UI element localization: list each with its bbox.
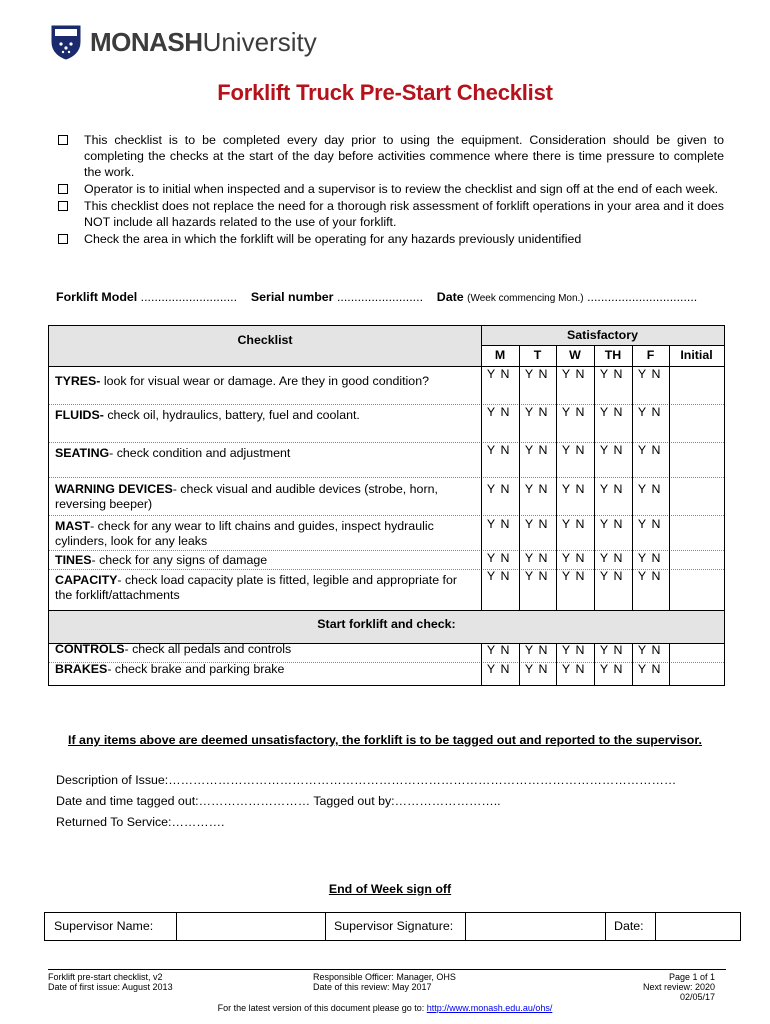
no-option[interactable]: N bbox=[500, 367, 510, 381]
yes-option[interactable]: Y bbox=[524, 405, 534, 419]
yes-option[interactable]: Y bbox=[524, 662, 534, 676]
yn-cell-capacity-mon bbox=[484, 569, 512, 583]
no-option[interactable]: N bbox=[538, 662, 548, 676]
yes-option[interactable]: Y bbox=[486, 643, 496, 657]
no-option[interactable]: N bbox=[575, 662, 585, 676]
yes-option[interactable]: Y bbox=[561, 551, 571, 565]
footer-rule bbox=[48, 969, 726, 970]
yes-option[interactable]: Y bbox=[599, 367, 609, 381]
yn-cell-controls-tue bbox=[522, 643, 550, 657]
no-option[interactable]: N bbox=[538, 367, 548, 381]
no-option[interactable]: N bbox=[575, 551, 585, 565]
yn-cell-warning-devices-thu bbox=[597, 482, 625, 496]
intro-item: This checklist does not replace the need for a thorough risk assessment of forklift operations in your area and it does NOT include all hazards related to the use of your forklift. bbox=[56, 198, 724, 230]
footer-right: Page 1 of 1 Next review: 2020 02/05/17 bbox=[642, 972, 715, 1002]
yes-option[interactable]: Y bbox=[561, 662, 571, 676]
monash-crest-icon bbox=[50, 24, 82, 60]
table-rule bbox=[519, 643, 520, 685]
yes-option[interactable]: Y bbox=[486, 405, 496, 419]
yes-option[interactable]: Y bbox=[486, 551, 496, 565]
yn-cell-mast-mon bbox=[484, 517, 512, 531]
signoff-table bbox=[44, 912, 741, 941]
latest-version-note: For the latest version of this document please go to: http://www.monash.edu.au/ohs/ bbox=[217, 1003, 553, 1013]
day-header-wed: W bbox=[569, 348, 581, 362]
logo-bold-text: MONASH bbox=[90, 27, 203, 57]
yn-cell-controls-wed bbox=[559, 643, 587, 657]
date-label: Date: bbox=[614, 919, 644, 933]
yn-cell-controls-fri bbox=[635, 643, 663, 657]
no-option[interactable]: N bbox=[651, 443, 661, 457]
yes-option[interactable]: Y bbox=[561, 443, 571, 457]
no-option[interactable]: N bbox=[613, 569, 623, 583]
yn-cell-seating-wed bbox=[559, 443, 587, 457]
no-option[interactable]: N bbox=[613, 643, 623, 657]
yn-cell-warning-devices-wed bbox=[559, 482, 587, 496]
end-of-week-title: End of Week sign off bbox=[328, 882, 452, 896]
serial-label: Serial number bbox=[250, 290, 334, 304]
table-rule bbox=[556, 345, 557, 610]
yn-cell-warning-devices-fri bbox=[635, 482, 663, 496]
yn-cell-brakes-tue bbox=[522, 662, 550, 676]
yes-option[interactable]: Y bbox=[561, 517, 571, 531]
yn-cell-tines-thu bbox=[597, 551, 625, 565]
date-label: Date bbox=[436, 290, 464, 304]
yes-option[interactable]: Y bbox=[524, 643, 534, 657]
checklist-header: Checklist bbox=[237, 333, 293, 347]
yn-cell-controls-mon bbox=[484, 643, 512, 657]
no-option[interactable]: N bbox=[651, 569, 661, 583]
day-header-fri: F bbox=[646, 348, 655, 362]
supervisor-signature-field[interactable] bbox=[465, 913, 605, 940]
no-option[interactable]: N bbox=[538, 643, 548, 657]
yn-cell-warning-devices-tue bbox=[522, 482, 550, 496]
yes-option[interactable]: Y bbox=[599, 551, 609, 565]
intro-item: Operator is to initial when inspected and a supervisor is to review the checklist and sign off at the end of each week. bbox=[56, 181, 724, 197]
no-option[interactable]: N bbox=[651, 482, 661, 496]
yes-option[interactable]: Y bbox=[524, 569, 534, 583]
date-hint: (Week commencing Mon.) bbox=[467, 293, 584, 304]
check-item-mast: MAST- check for any wear to lift chains and guides, inspect hydraulic cylinders, look for any leaks bbox=[55, 519, 434, 548]
day-header-tue: T bbox=[533, 348, 542, 362]
checkbox-icon bbox=[58, 135, 68, 145]
page-title: Forklift Truck Pre-Start Checklist bbox=[217, 80, 553, 105]
no-option[interactable]: N bbox=[500, 643, 510, 657]
yn-cell-tines-fri bbox=[635, 551, 663, 565]
check-item-fluids: FLUIDS- check oil, hydraulics, battery, fuel and coolant. bbox=[55, 408, 360, 422]
intro-item: This checklist is to be completed every day prior to using the equipment. Consideration should be given to completing the checks at the start of the day before activities commence where there is time pressure to complete the work. bbox=[56, 132, 724, 180]
yes-option[interactable]: Y bbox=[561, 569, 571, 583]
no-option[interactable]: N bbox=[500, 482, 510, 496]
check-item-warning-devices: WARNING DEVICES- check visual and audible devices (strobe, horn, reversing beeper) bbox=[55, 482, 438, 511]
yes-option[interactable]: Y bbox=[599, 405, 609, 419]
returned-field[interactable]: Returned To Service:…………. bbox=[56, 815, 225, 829]
yes-option[interactable]: Y bbox=[524, 482, 534, 496]
yn-cell-fluids-thu bbox=[597, 405, 625, 419]
unsatisfactory-warning: If any items above are deemed unsatisfactory, the forklift is to be tagged out and reported to the supervisor. bbox=[68, 733, 702, 747]
yes-option[interactable]: Y bbox=[486, 517, 496, 531]
yn-cell-capacity-fri bbox=[635, 569, 663, 583]
check-item-brakes: BRAKES- check brake and parking brake bbox=[55, 662, 285, 676]
no-option[interactable]: N bbox=[538, 482, 548, 496]
ohs-link[interactable]: http://www.monash.edu.au/ohs/ bbox=[426, 1003, 553, 1013]
table-rule bbox=[669, 643, 670, 685]
serial-field[interactable]: ......................... bbox=[333, 290, 424, 304]
no-option[interactable]: N bbox=[575, 643, 585, 657]
yn-cell-tyres-wed bbox=[559, 367, 587, 381]
yn-cell-tines-wed bbox=[559, 551, 587, 565]
yn-cell-tines-mon bbox=[484, 551, 512, 565]
no-option[interactable]: N bbox=[651, 405, 661, 419]
no-option[interactable]: N bbox=[500, 551, 510, 565]
monash-logo bbox=[50, 24, 350, 64]
yes-option[interactable]: Y bbox=[486, 367, 496, 381]
yes-option[interactable]: Y bbox=[599, 569, 609, 583]
no-option[interactable]: N bbox=[651, 517, 661, 531]
yn-cell-mast-thu bbox=[597, 517, 625, 531]
table-rule bbox=[49, 610, 724, 611]
intro-list bbox=[56, 132, 724, 248]
yes-option[interactable]: Y bbox=[524, 551, 534, 565]
satisfactory-header: Satisfactory bbox=[567, 328, 638, 342]
no-option[interactable]: N bbox=[575, 569, 585, 583]
yes-option[interactable]: Y bbox=[524, 443, 534, 457]
yn-cell-mast-fri bbox=[635, 517, 663, 531]
yes-option[interactable]: Y bbox=[561, 643, 571, 657]
intro-item: Check the area in which the forklift will be operating for any hazards previously unidentified bbox=[56, 231, 724, 247]
no-option[interactable]: N bbox=[500, 443, 510, 457]
yn-cell-tines-tue bbox=[522, 551, 550, 565]
table-rule bbox=[49, 477, 724, 478]
yn-cell-warning-devices-mon bbox=[484, 482, 512, 496]
footer-left: Forklift pre-start checklist, v2 Date of first issue: August 2013 bbox=[48, 972, 173, 992]
no-option[interactable]: N bbox=[651, 551, 661, 565]
yes-option[interactable]: Y bbox=[561, 367, 571, 381]
check-item-tines: TINES- check for any signs of damage bbox=[55, 553, 268, 567]
no-option[interactable]: N bbox=[500, 662, 510, 676]
yes-option[interactable]: Y bbox=[637, 569, 647, 583]
yes-option[interactable]: Y bbox=[524, 367, 534, 381]
no-option[interactable]: N bbox=[613, 551, 623, 565]
yes-option[interactable]: Y bbox=[637, 443, 647, 457]
no-option[interactable]: N bbox=[651, 662, 661, 676]
yn-cell-tyres-mon bbox=[484, 367, 512, 381]
yes-option[interactable]: Y bbox=[637, 517, 647, 531]
yn-cell-brakes-mon bbox=[484, 662, 512, 676]
yes-option[interactable]: Y bbox=[637, 662, 647, 676]
check-item-capacity: CAPACITY- check load capacity plate is fitted, legible and appropriate for the forklift/attachments bbox=[55, 573, 457, 602]
no-option[interactable]: N bbox=[575, 517, 585, 531]
no-option[interactable]: N bbox=[613, 405, 623, 419]
no-option[interactable]: N bbox=[613, 482, 623, 496]
yes-option[interactable]: Y bbox=[561, 405, 571, 419]
yn-cell-brakes-fri bbox=[635, 662, 663, 676]
yes-option[interactable]: Y bbox=[637, 551, 647, 565]
no-option[interactable]: N bbox=[575, 482, 585, 496]
yn-cell-seating-tue bbox=[522, 443, 550, 457]
yes-option[interactable]: Y bbox=[637, 367, 647, 381]
yn-cell-fluids-tue bbox=[522, 405, 550, 419]
no-option[interactable]: N bbox=[651, 367, 661, 381]
no-option[interactable]: N bbox=[575, 367, 585, 381]
checkbox-icon bbox=[58, 234, 68, 244]
checklist-table bbox=[48, 325, 725, 686]
no-option[interactable]: N bbox=[651, 643, 661, 657]
yes-option[interactable]: Y bbox=[637, 643, 647, 657]
yn-cell-fluids-wed bbox=[559, 405, 587, 419]
model-label: Forklift Model bbox=[56, 290, 138, 304]
checkbox-icon bbox=[58, 184, 68, 194]
table-rule bbox=[669, 345, 670, 610]
tagged-out-field[interactable]: Date and time tagged out:……………………… Tagged out by:…………………….. bbox=[56, 794, 501, 808]
table-rule bbox=[519, 345, 520, 610]
yn-cell-seating-mon bbox=[484, 443, 512, 457]
no-option[interactable]: N bbox=[538, 405, 548, 419]
no-option[interactable]: N bbox=[613, 662, 623, 676]
table-rule bbox=[632, 643, 633, 685]
supervisor-name-field[interactable] bbox=[176, 913, 325, 940]
table-rule bbox=[594, 643, 595, 685]
check-item-tyres: TYRES- look for visual wear or damage. Are they in good condition? bbox=[55, 374, 429, 388]
day-header-mon: M bbox=[494, 348, 506, 362]
yes-option[interactable]: Y bbox=[486, 443, 496, 457]
no-option[interactable]: N bbox=[538, 551, 548, 565]
no-option[interactable]: N bbox=[538, 517, 548, 531]
yn-cell-capacity-tue bbox=[522, 569, 550, 583]
yes-option[interactable]: Y bbox=[599, 517, 609, 531]
yn-cell-brakes-thu bbox=[597, 662, 625, 676]
yn-cell-tyres-fri bbox=[635, 367, 663, 381]
no-option[interactable]: N bbox=[575, 443, 585, 457]
supervisor-name-label: Supervisor Name: bbox=[54, 919, 154, 933]
table-rule bbox=[481, 643, 482, 685]
no-option[interactable]: N bbox=[613, 367, 623, 381]
yes-option[interactable]: Y bbox=[486, 482, 496, 496]
check-item-controls: CONTROLS- check all pedals and controls bbox=[55, 642, 292, 656]
yes-option[interactable]: Y bbox=[524, 517, 534, 531]
yn-cell-seating-fri bbox=[635, 443, 663, 457]
no-option[interactable]: N bbox=[500, 517, 510, 531]
no-option[interactable]: N bbox=[575, 405, 585, 419]
yes-option[interactable]: Y bbox=[599, 643, 609, 657]
yes-option[interactable]: Y bbox=[599, 443, 609, 457]
check-item-seating: SEATING- check condition and adjustment bbox=[55, 446, 291, 460]
yn-cell-tyres-tue bbox=[522, 367, 550, 381]
yes-option[interactable]: Y bbox=[637, 482, 647, 496]
supervisor-signature-label: Supervisor Signature: bbox=[334, 919, 454, 933]
yes-option[interactable]: Y bbox=[599, 662, 609, 676]
table-rule bbox=[632, 345, 633, 610]
model-field[interactable]: ............................ bbox=[137, 290, 238, 304]
table-rule bbox=[594, 345, 595, 610]
yn-cell-controls-thu bbox=[597, 643, 625, 657]
day-header-thu: TH bbox=[604, 348, 622, 362]
yn-cell-brakes-wed bbox=[559, 662, 587, 676]
yes-option[interactable]: Y bbox=[561, 482, 571, 496]
no-option[interactable]: N bbox=[538, 569, 548, 583]
signoff-date-field[interactable] bbox=[655, 913, 740, 940]
footer-middle: Responsible Officer: Manager, OHS Date of this review: May 2017 bbox=[313, 972, 456, 992]
yes-option[interactable]: Y bbox=[486, 662, 496, 676]
table-rule bbox=[556, 643, 557, 685]
yn-cell-seating-thu bbox=[597, 443, 625, 457]
no-option[interactable]: N bbox=[500, 569, 510, 583]
yn-cell-capacity-wed bbox=[559, 569, 587, 583]
no-option[interactable]: N bbox=[538, 443, 548, 457]
yn-cell-mast-wed bbox=[559, 517, 587, 531]
yn-cell-fluids-mon bbox=[484, 405, 512, 419]
checkbox-icon bbox=[58, 201, 68, 211]
yn-cell-capacity-thu bbox=[597, 569, 625, 583]
logo-light-text: University bbox=[202, 27, 317, 57]
yn-cell-fluids-fri bbox=[635, 405, 663, 419]
yn-cell-mast-tue bbox=[522, 517, 550, 531]
yn-cell-tyres-thu bbox=[597, 367, 625, 381]
start-forklift-header: Start forklift and check: bbox=[317, 617, 456, 631]
no-option[interactable]: N bbox=[613, 443, 623, 457]
no-option[interactable]: N bbox=[613, 517, 623, 531]
initial-header: Initial bbox=[680, 348, 713, 362]
no-option[interactable]: N bbox=[500, 405, 510, 419]
forklift-details-row bbox=[56, 290, 736, 304]
table-rule bbox=[49, 515, 724, 516]
table-rule bbox=[481, 345, 724, 346]
description-field[interactable]: Description of Issue:…………………………………………………………………………………………………………… bbox=[56, 773, 677, 787]
yes-option[interactable]: Y bbox=[637, 405, 647, 419]
issue-fields bbox=[56, 773, 726, 836]
yes-option[interactable]: Y bbox=[599, 482, 609, 496]
date-field[interactable]: ................................ bbox=[583, 290, 698, 304]
yes-option[interactable]: Y bbox=[486, 569, 496, 583]
table-rule bbox=[481, 326, 482, 610]
